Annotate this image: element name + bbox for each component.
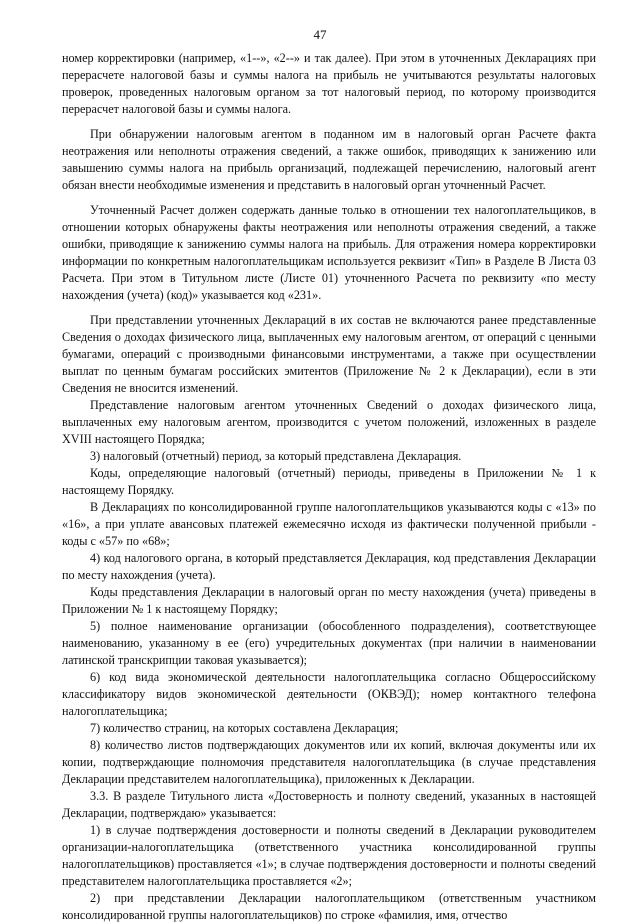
paragraph-period-codes: Коды, определяющие налоговый (отчетный) периоды, приведены в Приложении № 1 к настоящему Порядку. [62, 466, 596, 497]
paragraph-updated-info: Представление налоговым агентом уточненных Сведений о доходах физического лица, выплаченных ему налоговым агентом, производится с учетом положений, изложенных в разделе XVIII настоящего Порядка; [62, 398, 596, 446]
document-body [62, 50, 596, 924]
paragraph-submission-codes: Коды представления Декларации в налоговый орган по месту нахождения (учета) приведены в Приложении № 1 к настоящему Порядку; [62, 585, 596, 616]
paragraph-consolidated-group-codes: В Декларациях по консолидированной группе налогоплательщиков указываются коды с «13» по «16», а при уплате авансовых платежей ежемесячно исходя из фактически полученной прибыли - коды с «57» по «68»; [62, 500, 596, 548]
paragraph-updated-declarations: При представлении уточненных Деклараций в их состав не включаются ранее представленные Сведения о доходах физического лица, выплаченных ему налоговым агентом, от операций с ценными бумагами, операций с производными финансовыми инструментами, а также при осуществлении выплат по ценным бумагам российских эмитентов (Приложение № 2 к Декларации), если в эти Сведения не вносится изменений. [62, 313, 596, 395]
paragraph-agent-correction: При обнаружении налоговым агентом в поданном им в налоговый орган Расчете факта неотражения или неполноты отражения сведений, а также ошибок, приводящих к занижению или завышению суммы налога на прибыль организаций, подлежащей перечислению, налоговый агент обязан внести необходимые изменения и представить в налоговый орган уточненный Расчет. [62, 127, 596, 192]
list-item-5: 5) полное наименование организации (обособленного подразделения), соответствующее наименованию, указанному в ее (его) учредительных документах (при наличии в наименовании латинской транскрипции таковая указывается); [62, 619, 596, 667]
list-item-2: 2) при представлении Декларации налогоплательщиком (ответственным участником консолидированной группы налогоплательщиков) по строке «фамилия, имя, отчество [62, 891, 596, 922]
paragraph-continuation: номер корректировки (например, «1--», «2--» и так далее). При этом в уточненных Декларациях при перерасчете налоговой базы и суммы налога на прибыль не учитываются результаты налоговых проверок, проведенных налоговым органом за тот налоговый период, по которому производится перерасчет налоговой базы и суммы налога. [62, 51, 596, 116]
page-number: 47 [313, 27, 327, 42]
list-item-1: 1) в случае подтверждения достоверности и полноты сведений в Декларации руководителем организации-налогоплательщика (ответственного участника консолидированной группы налогоплательщиков) проставляется «1»; в случае подтверждения достоверности и полноты сведений представителем налогоплательщика проставляется «2»; [62, 823, 596, 888]
list-item-4: 4) код налогового органа, в который представляется Декларация, код представления Декларации по месту нахождения (учета). [62, 551, 596, 582]
paragraph-updated-calculation: Уточненный Расчет должен содержать данные только в отношении тех налогоплательщиков, в отношении которых обнаружены факты неотражения или неполноты отражения сведений, а также ошибки, приводящие к занижению суммы налога на прибыль. Для отражения номера корректировки информации по конкретным налогоплательщикам используется реквизит «Тип» в Разделе В Листа 03 Расчета. При этом в Титульном листе (Листе 01) уточненного Расчета по реквизиту «по месту нахождения (учета) (код)» указывается код «231». [62, 203, 596, 302]
list-item-7: 7) количество страниц, на которых составлена Декларация; [90, 721, 399, 735]
list-item-6: 6) код вида экономической деятельности налогоплательщика согласно Общероссийскому классификатору видов экономической деятельности (ОКВЭД); номер контактного телефона налогоплательщика; [62, 670, 596, 718]
list-item-3: 3) налоговый (отчетный) период, за который представлена Декларация. [90, 449, 462, 463]
list-item-8: 8) количество листов подтверждающих документов или их копий, включая документы или их копии, подтверждающие полномочия представителя налогоплательщика (в случае представления Декларации представителем налогоплательщика), приложенных к Декларации. [62, 738, 596, 786]
section-3-3: 3.3. В разделе Титульного листа «Достоверность и полноту сведений, указанных в настоящей Декларации, подтверждаю» указывается: [62, 789, 596, 820]
